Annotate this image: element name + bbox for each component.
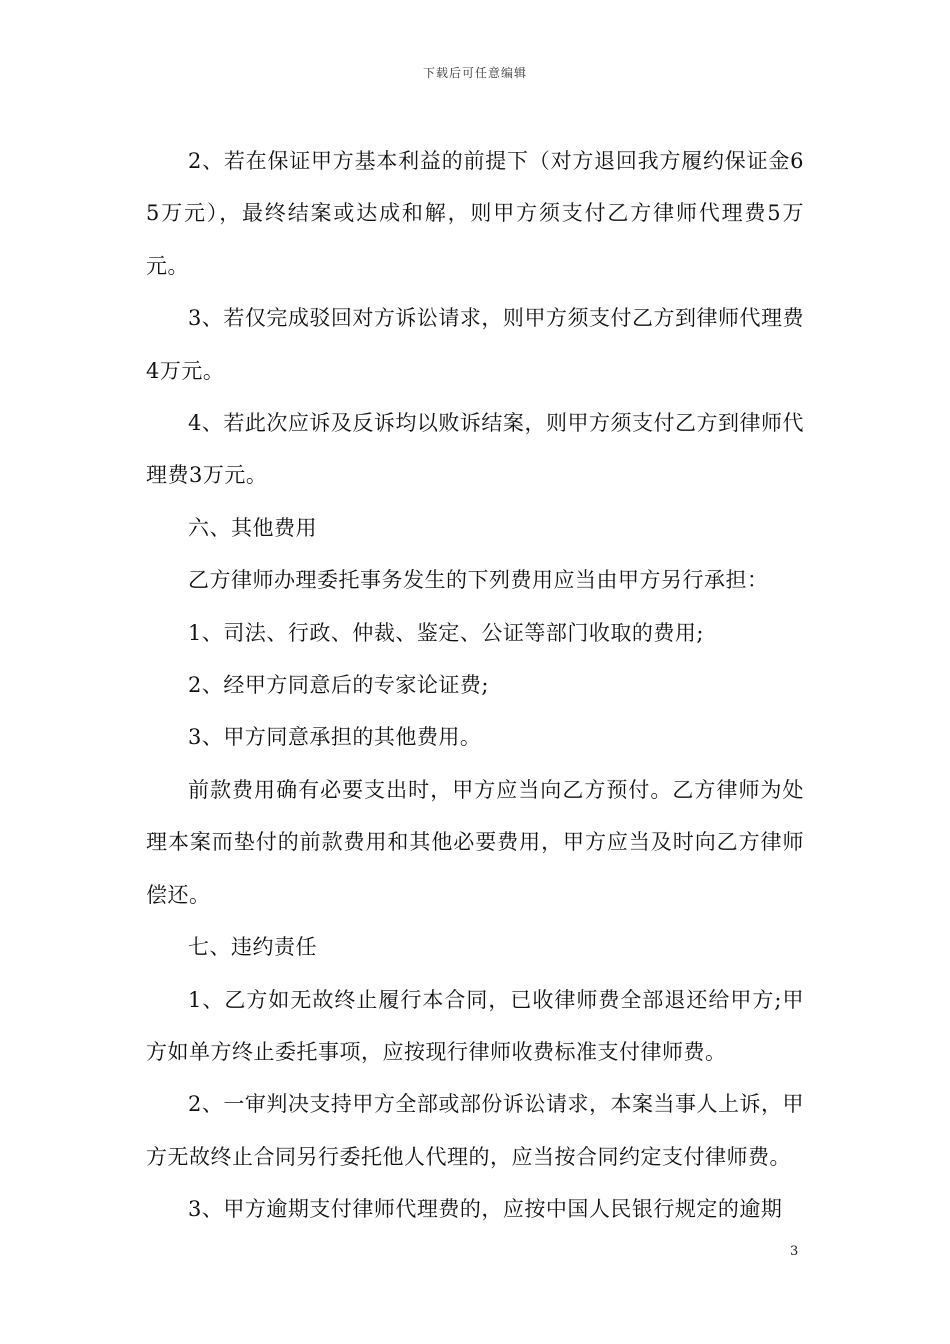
section-heading-breach: 七、违约责任 <box>188 935 317 960</box>
paragraph-other-fees-item-3: 3、甲方同意承担的其他费用。 <box>188 725 482 750</box>
paragraph-other-fees-intro: 乙方律师办理委托事务发生的下列费用应当由甲方另行承担： <box>188 568 769 593</box>
paragraph-prepayment: 前款费用确有必要支出时，甲方应当向乙方预付。乙方律师为处理本案而垫付的前款费用和其他必要费用，甲方应当及时向乙方律师偿还。 <box>146 777 804 907</box>
paragraph-fee-dismissal: 3、若仅完成驳回对方诉讼请求，则甲方须支付乙方到律师代理费4万元。 <box>146 306 804 383</box>
paragraph-breach-item-2: 2、一审判决支持甲方全部或部份诉讼请求，本案当事人上诉，甲方无故终止合同另行委托他人代理的，应当按合同约定支付律师费。 <box>146 1092 804 1169</box>
document-body <box>146 135 804 1236</box>
paragraph-other-fees-item-1: 1、司法、行政、仲裁、鉴定、公证等部门收取的费用; <box>188 620 704 645</box>
page-number: 3 <box>790 1244 799 1259</box>
paragraph-other-fees-item-2: 2、经甲方同意后的专家论证费; <box>188 673 489 698</box>
paragraph-breach-item-1: 1、乙方如无故终止履行本合同，已收律师费全部退还给甲方;甲方如单方终止委托事项，应按现行律师收费标准支付律师费。 <box>146 987 804 1064</box>
section-heading-other-fees: 六、其他费用 <box>188 515 317 540</box>
paragraph-breach-item-3: 3、甲方逾期支付律师代理费的，应按中国人民银行规定的逾期 <box>188 1197 783 1222</box>
page-header: 下载后可任意编辑 <box>422 66 527 80</box>
paragraph-fee-settlement: 2、若在保证甲方基本利益的前提下（对方退回我方履约保证金65万元），最终结案或达成和解，则甲方须支付乙方律师代理费5万元。 <box>146 149 804 278</box>
paragraph-fee-loss: 4、若此次应诉及反诉均以败诉结案，则甲方须支付乙方到律师代理费3万元。 <box>146 411 804 488</box>
